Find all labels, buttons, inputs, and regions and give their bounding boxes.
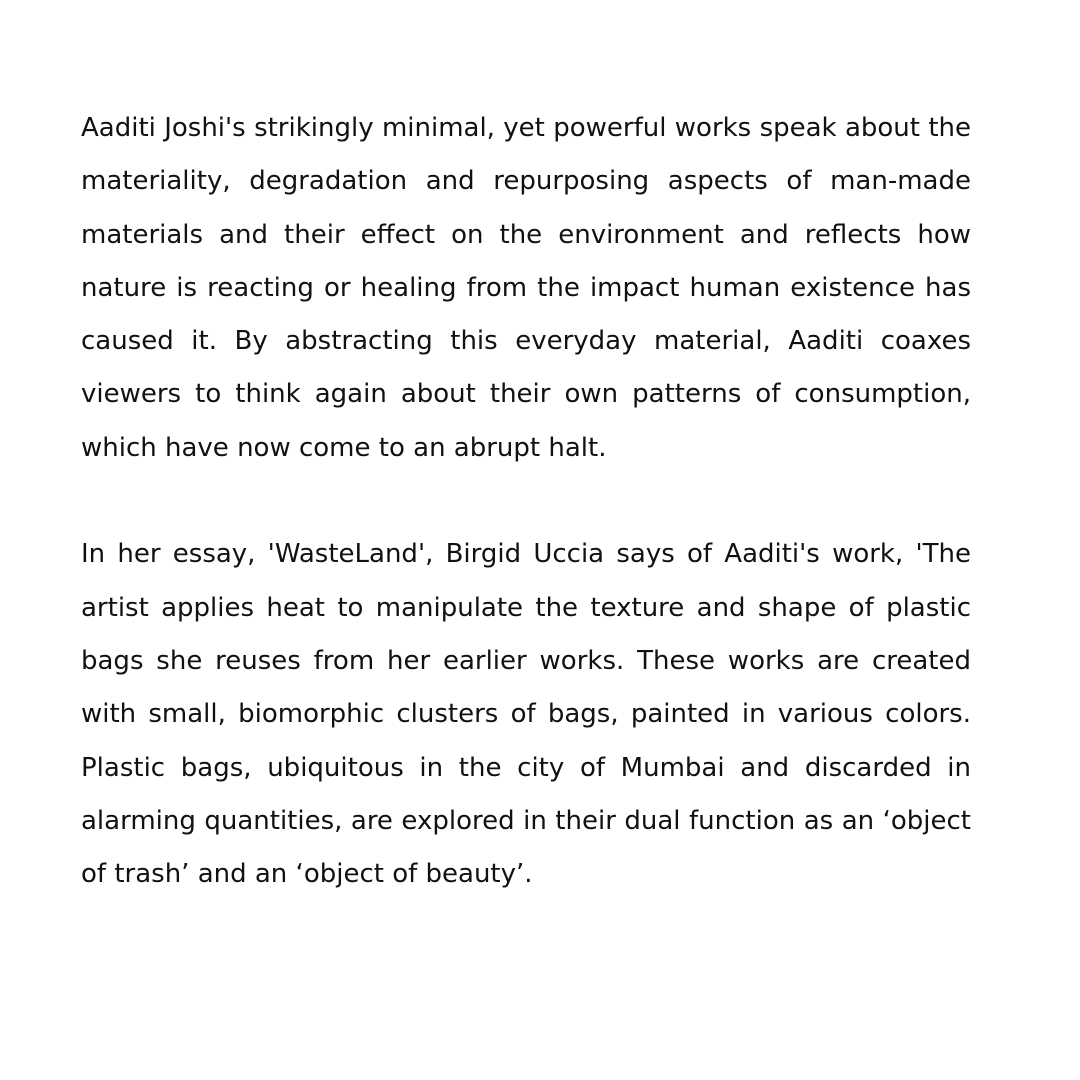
article-text — [81, 102, 971, 901]
paragraph-essay-quote: In her essay, 'WasteLand', Birgid Uccia says of Aaditi's work, 'The artist applies heat to manipulate the texture and shape of plastic bags she reuses from her earlier works. These works are created with small, biomorphic clusters of bags, painted in various colors. Plastic bags, ubiquitous in the city of Mumbai and discarded in alarming quantities, are explored in their dual function as an ‘object of trash’ and an ‘object of beauty’. — [81, 539, 971, 890]
paragraph-intro: Aaditi Joshi's strikingly minimal, yet powerful works speak about the materiality, degradation and repurposing aspects of man-made materials and their effect on the environment and reflects how nature is reacting or healing from the impact human existence has caused it. By abstracting this everyday material, Aaditi coaxes viewers to think again about their own patterns of consumption, which have now come to an abrupt halt. — [81, 113, 971, 463]
